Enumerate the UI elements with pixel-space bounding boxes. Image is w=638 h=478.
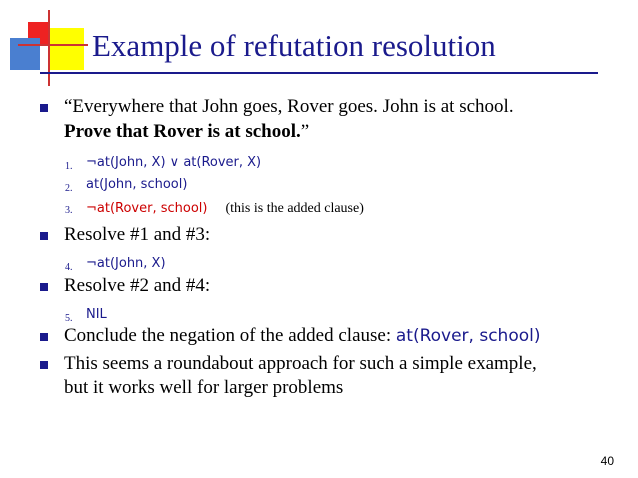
clause-text: ¬at(Rover, school) [86,201,208,216]
clause-number: 5. [65,313,73,324]
decorative-red-vertical-line [48,10,50,86]
bullet-remark-line1: This seems a roundabout approach for such a simple example, [64,353,537,374]
statement-bold: Prove that Rover is at school. [64,121,301,142]
decorative-blue-block [10,38,40,70]
conclude-code: at(Rover, school) [395,326,541,346]
clause-text: ¬at(John, X) ∨ at(Rover, X) [86,155,262,170]
clause-number: 3. [65,205,73,216]
clause-number: 1. [65,161,73,172]
decorative-red-horizontal-line [18,44,88,46]
clause-text: at(John, school) [86,177,188,192]
bullet-resolve-2-4: Resolve #2 and #4: [64,275,211,296]
bullet-resolve-1-3: Resolve #1 and #3: [64,224,211,245]
slide-title: Example of refutation resolution [92,28,496,63]
page-number: 40 [600,454,614,468]
clause-note: (this is the added clause) [225,201,364,216]
bullet-marker [40,283,48,291]
conclude-text: Conclude the negation of the added clause: [64,325,392,346]
bullet-conclude [64,325,541,347]
bullet-marker [40,232,48,240]
statement-line1: “Everywhere that John goes, Rover goes. John is at school. [64,96,514,117]
bullet-marker [40,333,48,341]
bullet-marker [40,361,48,369]
bullet-marker [40,104,48,112]
bullet-statement-line2 [64,121,309,143]
clause-number: 4. [65,262,73,273]
title-underline [40,72,598,74]
clause-number: 2. [65,183,73,194]
bullet-remark-line2: but it works well for larger problems [64,377,344,398]
clause-row [86,199,364,217]
closing-quote: ” [300,121,310,142]
clause-text: ¬at(John, X) [86,256,166,271]
decorative-yellow-block [50,28,84,70]
bullet-statement [64,96,514,118]
clause-text: NIL [86,307,107,322]
